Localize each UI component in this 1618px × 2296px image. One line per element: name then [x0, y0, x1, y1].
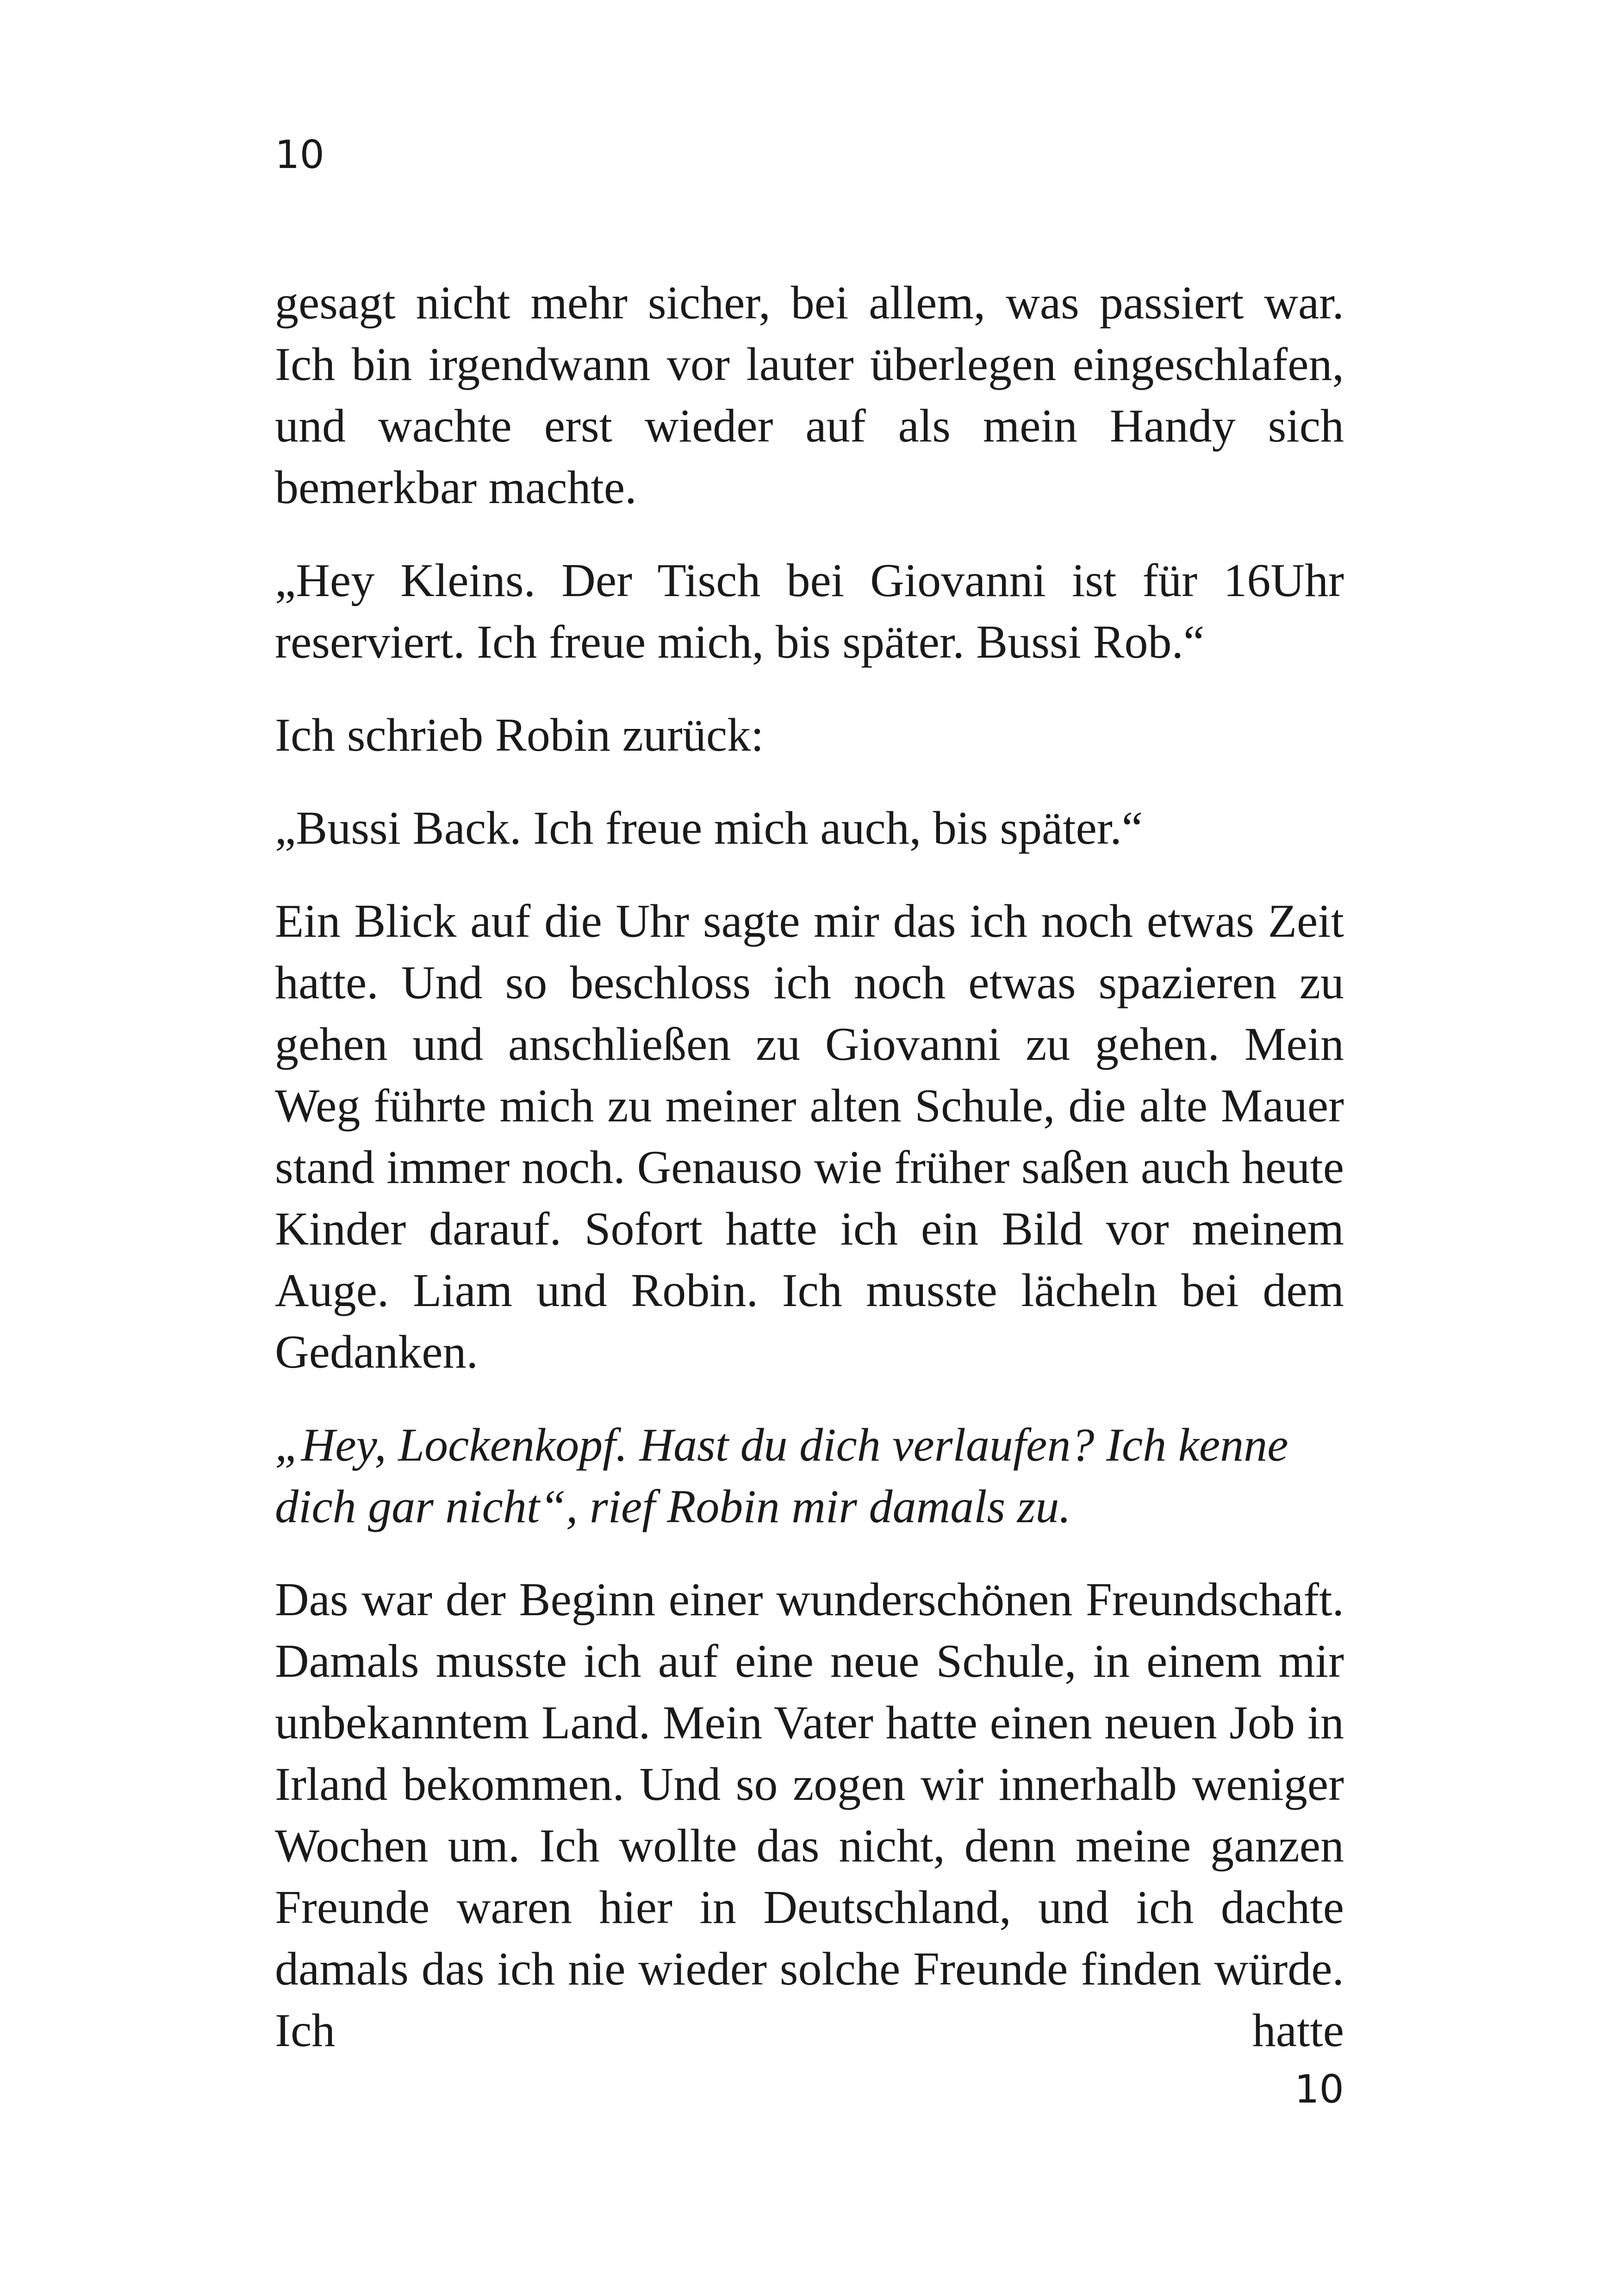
paragraph-1: gesagt nicht mehr sicher, bei allem, was passiert war. Ich bin irgendwann vor lauter überlegen eingeschlafen, und wachte erst wieder auf als mein Handy sich bemerkbar machte. [275, 277, 1344, 514]
paragraph-7: Das war der Beginn einer wunderschönen Freundschaft. Damals musste ich auf eine neue Schule, in einem mir unbekanntem Land. Mein Vater hatte einen neuen Job in Irland bekommen. Und so zogen wir innerhalb weniger Wochen um. Ich wollte das nicht, denn meine ganzen Freunde waren hier in Deutschland, und ich dachte damals das ich nie wieder solche Freunde finden würde. Ich hatte [275, 1574, 1344, 2057]
page-number-bottom: 10 [1294, 2066, 1344, 2112]
paragraph-3: Ich schrieb Robin zurück: [275, 709, 764, 761]
paragraph-6-flashback-quote: „Hey, Lockenkopf. Hast du dich verlaufen? Ich kenne dich gar nicht“, rief Robin mir damals zu. [275, 1419, 1288, 1533]
paragraph-4-reply: „Bussi Back. Ich freue mich auch, bis später.“ [275, 802, 1143, 854]
paragraph-2-message: „Hey Kleins. Der Tisch bei Giovanni ist für 16Uhr reserviert. Ich freue mich, bis später. Bussi Rob.“ [275, 554, 1344, 668]
page-number-top: 10 [275, 132, 324, 177]
paragraph-5: Ein Blick auf die Uhr sagte mir das ich noch etwas Zeit hatte. Und so beschloss ich noch etwas spazieren zu gehen und anschließen zu Giovanni zu gehen. Mein Weg führte mich zu meiner alten Schule, die alte Mauer stand immer noch. Genauso wie früher saßen auch heute Kinder darauf. Sofort hatte ich ein Bild vor meinem Auge. Liam und Robin. Ich musste lächeln bei dem Gedanken. [275, 895, 1344, 1378]
body-text [275, 272, 1344, 2061]
